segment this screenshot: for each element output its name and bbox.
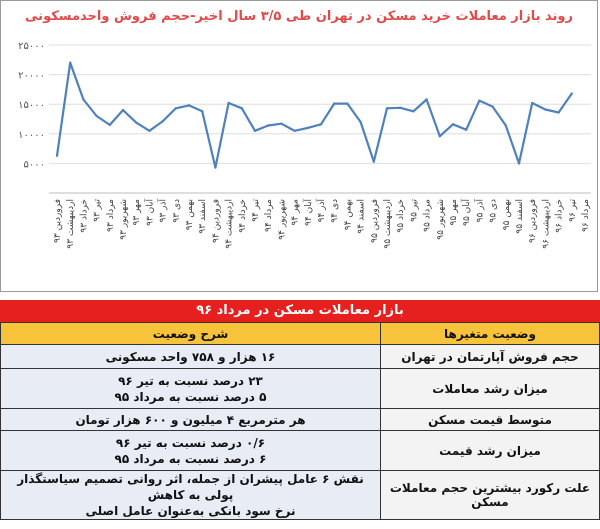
data-point <box>69 62 71 64</box>
data-point <box>557 111 559 113</box>
x-tick-label: مهر ۹۴ <box>290 199 301 226</box>
data-point <box>412 110 414 112</box>
data-point <box>346 102 348 104</box>
x-tick-label: مرداد ۹۵ <box>422 199 433 232</box>
x-tick-label: اردیبهشت ۹۳ <box>66 199 77 249</box>
description-line: ۱۶ هزار و ۷۵۸ واحد مسکونی <box>105 349 276 364</box>
data-point <box>82 98 84 100</box>
data-point <box>201 110 203 112</box>
variable-cell: حجم فروش آپارتمان در تهران <box>381 345 600 369</box>
x-tick-label: فروردین ۹۶ <box>528 199 539 243</box>
data-point <box>571 92 573 94</box>
x-tick-label: خرداد ۹۴ <box>237 199 248 233</box>
description-line: ۲۳ درصد نسبت به تیر ۹۶ <box>118 373 263 388</box>
table-title: بازار معاملات مسکن در مرداد ۹۶ <box>0 300 600 322</box>
data-point <box>505 124 507 126</box>
data-point <box>175 107 177 109</box>
data-point <box>161 120 163 122</box>
description-cell <box>1 369 381 409</box>
data-point <box>478 99 480 101</box>
data-point <box>531 102 533 104</box>
data-point <box>320 123 322 125</box>
data-point <box>465 128 467 130</box>
data-point <box>399 107 401 109</box>
x-tick-label: فروردین ۹۴ <box>211 199 222 243</box>
description-cell <box>1 345 381 369</box>
data-point <box>122 109 124 111</box>
x-tick-label: شهریور ۹۴ <box>277 199 288 240</box>
data-point <box>439 135 441 137</box>
data-point <box>267 124 269 126</box>
data-point <box>135 121 137 123</box>
data-point <box>491 105 493 107</box>
data-point <box>95 115 97 117</box>
x-tick-label: تیر ۹۳ <box>92 199 103 222</box>
table-row <box>1 431 600 471</box>
description-line: ۶ درصد نسبت به مرداد ۹۵ <box>114 451 267 466</box>
data-point <box>227 102 229 104</box>
x-tick-label: دی ۹۳ <box>171 199 182 223</box>
table-row <box>1 471 600 520</box>
x-tick-label: مرداد ۹۳ <box>105 199 116 232</box>
data-point <box>373 160 375 162</box>
x-tick-label: تیر ۹۵ <box>409 199 420 222</box>
x-tick-label: بهمن ۹۴ <box>343 199 354 231</box>
data-point <box>241 107 243 109</box>
description-cell <box>1 431 381 471</box>
variable-cell: میزان رشد قیمت <box>381 431 600 471</box>
x-tick-label: تیر ۹۶ <box>567 199 578 222</box>
x-tick-label: دی ۹۵ <box>488 199 499 223</box>
data-point <box>56 155 58 157</box>
x-tick-label: خرداد ۹۵ <box>396 199 407 233</box>
table-row <box>1 369 600 409</box>
y-tick-label: ۲۵۰۰۰ <box>18 41 45 52</box>
x-tick-label: مرداد ۹۶ <box>581 199 591 232</box>
data-point <box>333 102 335 104</box>
y-tick-label: ۵۰۰۰ <box>23 159 45 171</box>
table-row <box>1 345 600 369</box>
x-tick-label: اسفند ۹۴ <box>356 199 367 234</box>
y-tick-label: ۱۰۰۰۰ <box>18 129 45 141</box>
x-tick-label: مهر ۹۵ <box>449 199 459 226</box>
data-point <box>254 130 256 132</box>
x-tick-label: آبان ۹۵ <box>462 199 473 226</box>
x-tick-label: خرداد ۹۳ <box>79 199 90 233</box>
x-tick-label: آذر ۹۴ <box>317 199 327 223</box>
chart-title: روند بازار معاملات خرید مسکن در تهران طی ۳/۵ سال اخیر-حجم فروش واحدمسکونی <box>25 9 573 24</box>
x-tick-label: آبان ۹۳ <box>145 199 156 226</box>
description-line: هر مترمربع ۴ میلیون و ۶۰۰ هزار تومان <box>75 412 306 427</box>
data-point <box>425 98 427 100</box>
description-cell <box>1 471 381 520</box>
x-tick-label: آذر ۹۵ <box>475 199 486 223</box>
line-chart <box>1 1 599 293</box>
x-tick-label: فروردین ۹۳ <box>53 199 63 243</box>
data-point <box>280 123 282 125</box>
x-tick-label: شهریور ۹۳ <box>119 199 129 240</box>
market-table <box>0 300 600 529</box>
x-tick-label: بهمن ۹۵ <box>501 199 512 231</box>
data-point <box>214 166 216 168</box>
data-point <box>293 130 295 132</box>
x-tick-label: بهمن ۹۳ <box>185 199 195 231</box>
description-line: نرخ سود بانکی به‌عنوان عامل اصلی <box>85 504 296 518</box>
x-tick-label: تیر ۹۴ <box>251 199 261 222</box>
x-tick-label: آذر ۹۳ <box>158 199 169 223</box>
data-point <box>359 121 361 123</box>
variable-cell: میزان رشد معاملات <box>381 369 600 409</box>
y-tick-label: ۲۰۰۰۰ <box>18 70 45 82</box>
series-line <box>57 63 572 168</box>
x-tick-label: فروردین ۹۵ <box>369 199 380 243</box>
data-point <box>307 127 309 129</box>
data-point <box>518 162 520 164</box>
description-line: نقش ۶ عامل پیشران از جمله، اثر روانی تصمیم سیاستگذار پولی به کاهش <box>17 472 364 502</box>
x-tick-label: اردیبهشت ۹۶ <box>541 199 552 249</box>
x-tick-label: شهریور ۹۵ <box>435 199 446 240</box>
variable-cell: علت رکورد بیشترین حجم معاملات مسکن <box>381 471 600 520</box>
data-point <box>109 124 111 126</box>
x-tick-label: اردیبهشت ۹۴ <box>224 199 235 249</box>
data-point <box>452 123 454 125</box>
x-tick-label: اردیبهشت ۹۵ <box>383 199 393 249</box>
data-point <box>544 108 546 110</box>
x-tick-label: خرداد ۹۶ <box>554 199 565 233</box>
variable-cell: متوسط قیمت مسکن <box>381 409 600 431</box>
data-point <box>386 107 388 109</box>
x-tick-label: آبان ۹۴ <box>303 199 314 226</box>
x-tick-label: دی ۹۴ <box>330 199 341 223</box>
x-tick-label: مرداد ۹۴ <box>264 199 275 232</box>
description-cell <box>1 409 381 431</box>
x-tick-label: اسفند ۹۵ <box>515 199 525 234</box>
table-row <box>1 409 600 431</box>
x-tick-label: مهر ۹۳ <box>132 199 143 226</box>
description-line: ۰/۶ درصد نسبت به تیر ۹۶ <box>115 435 266 450</box>
data-point <box>188 104 190 106</box>
header-description: شرح وضعیت <box>1 323 381 345</box>
y-tick-label: ۱۵۰۰۰ <box>18 100 45 112</box>
header-variable: وضعیت متغیرها <box>381 323 600 345</box>
data-point <box>148 130 150 132</box>
data-table <box>0 322 600 520</box>
description-line: ۵ درصد نسبت به مرداد ۹۵ <box>114 389 267 404</box>
x-tick-label: اسفند ۹۳ <box>198 199 209 234</box>
